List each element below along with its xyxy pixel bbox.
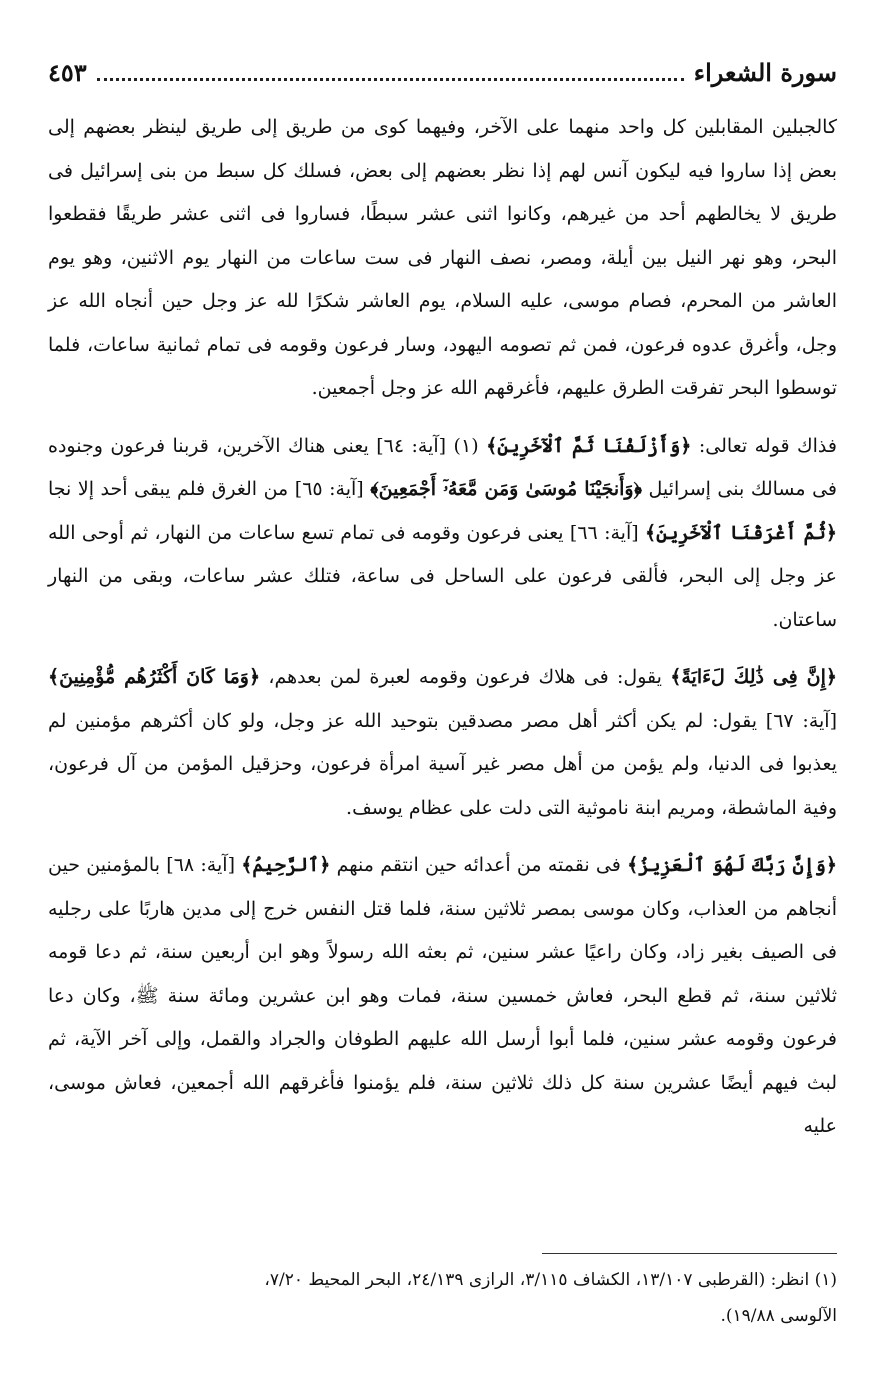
surah-title: سورة الشعراء — [693, 58, 837, 87]
quran-quote: ﴿وَمَا كَانَ أَكْثَرُهُم مُّؤْمِنِينَ﴾ — [48, 666, 261, 688]
paragraph — [48, 106, 837, 411]
paragraph — [48, 844, 837, 1149]
leader-dots — [97, 77, 684, 81]
book-page — [48, 0, 837, 1382]
quran-quote: ﴿ٱلرَّحِيمُ﴾ — [241, 854, 331, 876]
quran-quote: ﴿وَإِنَّ رَبَّكَ لَهُوَ ٱلْعَزِيزُ﴾ — [627, 854, 837, 876]
quran-quote: ﴿وَأَزْلَفْنَا ثَمَّ ٱلْآخَرِينَ﴾ — [486, 434, 692, 457]
paragraph-text: [آية: ٦٨] بالمؤمنين حين أنجاهم من العذاب، وكان موسى بمصر ثلاثين سنة، فلما قتل النفس خرج إلى مدين هاربًا على رجليه فى الصيف بغير زاد، وكان راعيًا عشر سنين، ثم بعثه الله رسولاً وهو ابن أربعين سنة، ثم دعا قومه ثلاثين سنة، ثم قطع البحر، فعاش خمسين سنة، فمات وهو ابن عشرين ومائة سنة ﷺ، وكان دعا فرعون وقومه عشر سنين، فلما أبوا أرسل الله عليهم الطوفان والجراد والقمل، وإلى آخر الآية، ثم لبث فيهم أيضًا عشرين سنة كل ذلك ثلاثين سنة، فلم يؤمنوا فأغرقهم الله أجمعين، فعاش موسى، عليه — [48, 854, 837, 1137]
paragraph-text: فذاك قوله تعالى: — [691, 434, 837, 457]
paragraph-text: كالجبلين المقابلين كل واحد منهما على الآخر، وفيهما كوى من طريق إلى طريق لينظر بعضهم إلى بعض إذا ساروا فيه ليكون آنس لهم إذا نظر بعضهم إلى بعض، فسلك كل سبط من بنى إسرائيل فى طريق لا يخالطهم أحد من غيرهم، وكانوا اثنى عشر سبطًا، فساروا فى اثنى عشر طريقًا فقطعوا البحر، وهو نهر النيل بين أيلة، ومصر، نصف النهار فى ست ساعات من النهار يوم الاثنين، وهو يوم العاشر من المحرم، فصام موسى، عليه السلام، يوم العاشر شكرًا لله عز وجل حين أنجاه الله عز وجل، وأغرق عدوه فرعون، فمن ثم تصومه اليهود، وسار فرعون وقومه فى تمام ثمانية ساعات، فلما توسطوا البحر تفرقت الطرق عليهم، فأغرقهم الله عز وجل أجمعين. — [48, 116, 837, 399]
footnote-line: الآلوسى ١٩/٨٨). — [720, 1306, 837, 1326]
quran-quote: ﴿ثُمَّ أَغْرَقْنَا ٱلْآخَرِينَ﴾ — [645, 521, 837, 544]
footnote — [48, 1262, 837, 1334]
paragraph-text: [آية: ٦٧] يقول: لم يكن أكثر أهل مصر مصدقين بتوحيد الله عز وجل، ولو كان أكثرهم مؤمنين لم يعذبوا فى الدنيا، ولم يؤمن من أهل مصر غير آسية امرأة فرعون، وحزقيل المؤمن من آل فرعون، وفية الماشطة، ومريم ابنة ناموثية التى دلت على عظام يوسف. — [48, 709, 837, 819]
footnote-line: (١) انظر: (القرطبى ١٣/١٠٧، الكشاف ٣/١١٥، الرازى ٢٤/١٣٩، البحر المحيط ٧/٢٠، — [264, 1270, 837, 1290]
paragraph-text: [آية: ٦٦] يعنى فرعون وقومه فى تمام تسع ساعات من النهار، ثم أوحى الله عز وجل إلى البحر، فألقى فرعون على الساحل فى ساعة، فتلك عشر ساعات، وبقى من النهار ساعتان. — [48, 521, 837, 631]
paragraph-text: فى نقمته من أعدائه حين انتقم منهم — [330, 854, 628, 876]
page-body — [48, 106, 837, 1149]
footnote-separator — [542, 1253, 837, 1254]
paragraph-text: (١) [آية: ٦٤] يعنى هناك الآخرين، قربنا فرعون وجنوده فى مسالك بنى إسرائيل — [48, 434, 837, 500]
running-header — [48, 58, 837, 90]
paragraph-text: [آية: ٦٥] من الغرق فلم يبقى أحد إلا نجا — [48, 478, 371, 500]
quran-quote: ﴿إِنَّ فِى ذَٰلِكَ لَءَايَةً﴾ — [670, 666, 837, 688]
paragraph — [48, 656, 837, 830]
paragraph-text: يقول: فى هلاك فرعون وقومه لعبرة لمن بعدهم، — [260, 666, 671, 688]
page-number: ٤٥٣ — [48, 58, 87, 87]
quran-quote: ﴿وَأَنجَيْنَا مُوسَىٰ وَمَن مَّعَهُۥٓ أَجْمَعِينَ﴾ — [370, 478, 642, 500]
paragraph — [48, 425, 837, 643]
